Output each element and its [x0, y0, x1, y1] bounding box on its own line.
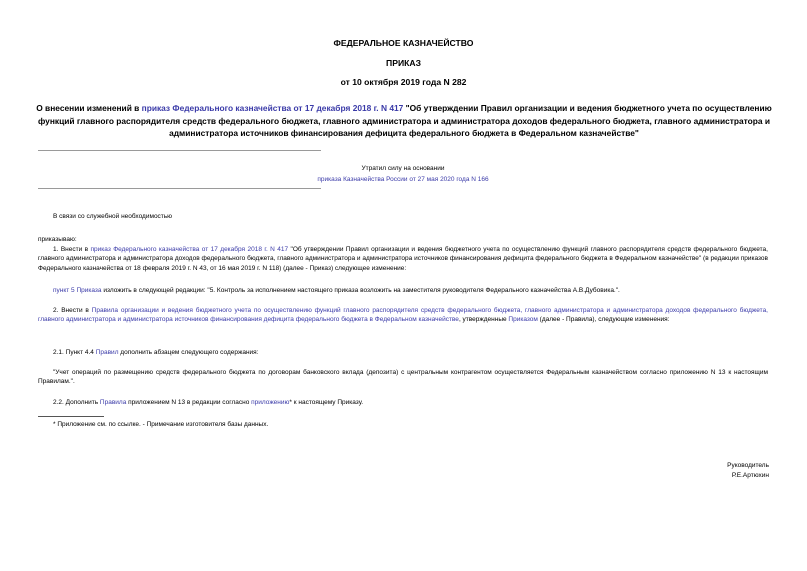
agency-name: ФЕДЕРАЛЬНОЕ КАЗНАЧЕЙСТВО: [333, 38, 474, 48]
signature-name: Р.Е.Артюхин: [731, 472, 769, 479]
intro-text: В связи со служебной необходимостью: [53, 213, 173, 220]
footnote-divider: [38, 416, 104, 417]
paragraph-2-1-link[interactable]: Правил: [95, 349, 119, 356]
order-word: приказываю:: [38, 236, 77, 243]
paragraph-1-link[interactable]: приказ Федерального казначейства от 17 декабря 2018 г. N 417: [90, 246, 289, 253]
paragraph-2-2: 2.2. Дополнить Правила приложением N 13 в редакции согласно приложению* к настоящему Приказу.: [53, 399, 364, 406]
divider-top: [38, 150, 321, 151]
paragraph-2-2-link[interactable]: Правила: [99, 399, 127, 406]
lost-force-note: [260, 163, 546, 185]
paragraph-2-1: 2.1. Пункт 4.4 Правил дополнить абзацем следующего содержания:: [53, 349, 259, 356]
document-title: О внесении изменений в приказ Федерального казначейства от 17 декабря 2018 г. N 417 "Об утверждении Правил организации и ведения бюджетного учета по осуществлению функций главного распорядителя средств федерального бюджета, главного администратора и администратора доходов федерального бюджета, главного администратора и администратора источников финансирования дефицита федерального бюджета в Федеральном казначействе": [36, 103, 772, 138]
footnote: * Приложение см. по ссылке. - Примечание изготовителя базы данных.: [53, 421, 269, 428]
paragraph-2-1-quote: "Учет операций по размещению средств федерального бюджета по договорам банковского вклада (депозита) с центральным контрагентом осуществляется Федеральным казначейством согласно приложению N 13 к настоящим Правилам.".: [38, 369, 768, 386]
appendix-link[interactable]: приложению: [251, 399, 290, 406]
paragraph-2-link[interactable]: Правила организации и ведения бюджетного учета по осуществлению функций главного распорядителя средств федерального бюджета, главного администратора и администратора доходов федерального бюджета, главного администратора и администратора источников финансирования дефицита федерального бюджета в Федеральном казначействе: [38, 307, 768, 324]
signature-position: Руководитель: [727, 462, 769, 469]
lost-force-text: Утратил силу на основании: [361, 165, 445, 172]
document-date-number: от 10 октября 2019 года N 282: [340, 77, 467, 87]
paragraph-2: 2. Внести в Правила организации и ведения бюджетного учета по осуществлению функций главного распорядителя средств федерального бюджета, главного администратора и администратора доходов федерального бюджета, главного администратора и администратора источников финансирования дефицита федерального бюджета в Федеральном казначействе, утвержденные Приказом (далее - Правила), следующие изменения:: [38, 307, 768, 324]
paragraph-1: 1. Внести в приказ Федерального казначейства от 17 декабря 2018 г. N 417 "Об утверждении Правил организации и ведения бюджетного учета по осуществлению функций главного распорядителя средств федерального бюджета, главного администратора и администратора доходов федерального бюджета, главного администратора и администратора источников финансирования дефицита федерального бюджета в Федеральном казначействе" (в редакции приказов Федерального казначейства от 18 февраля 2019 г. N 43, от 16 мая 2019 г. N 118) (далее - Приказ) следующее изменение:: [38, 246, 768, 272]
paragraph-1a: пункт 5 Приказа изложить в следующей редакции: "5. Контроль за исполнением настоящего приказа возложить на заместителя руководителя Федерального казначейства А.В.Дубовика.".: [53, 287, 620, 294]
document-type: ПРИКАЗ: [386, 58, 421, 68]
signature-block: [727, 461, 769, 481]
paragraph-2-order-link[interactable]: Приказом: [508, 316, 538, 324]
title-order-link[interactable]: приказ Федерального казначейства от 17 декабря 2018 г. N 417: [141, 103, 404, 113]
paragraph-1a-link[interactable]: пункт 5 Приказа: [53, 287, 102, 294]
divider-bottom: [38, 188, 321, 189]
lost-force-link[interactable]: приказа Казначейства России от 27 мая 2020 года N 166: [317, 176, 489, 183]
